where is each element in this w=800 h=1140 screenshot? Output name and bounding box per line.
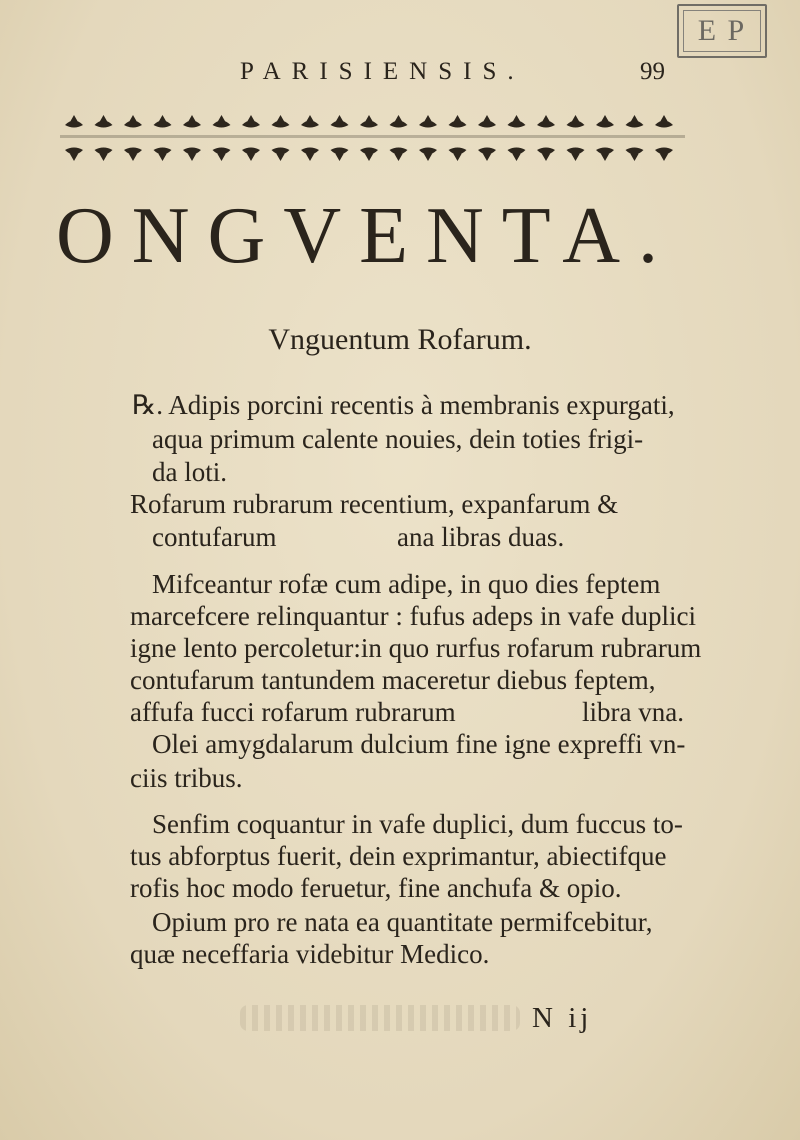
signature-mark: N ij — [532, 1002, 593, 1034]
section-title: ONGVENTA. — [56, 192, 676, 280]
text-line: Rofarum rubrarum recentium, expanfarum & — [130, 489, 619, 519]
text-line: affufa fucci rofarum rubrarum — [130, 697, 456, 727]
text-line: quæ neceffaria videbitur Medico. — [130, 939, 490, 969]
fleuron-top — [596, 115, 614, 128]
fleuron-top — [360, 115, 378, 128]
fleuron-top — [655, 115, 673, 128]
text-line: da loti. — [152, 457, 227, 487]
fleuron-bottom — [213, 148, 231, 162]
fleuron-top — [390, 115, 408, 128]
text-line: aqua primum calente nouies, dein toties frigi- — [152, 424, 644, 454]
fleuron-bottom — [655, 148, 673, 162]
fleuron-bottom — [419, 148, 437, 162]
fleuron-top — [331, 115, 349, 128]
fleuron-bottom — [390, 148, 408, 162]
recipe-heading: Vnguentum Rofarum. — [268, 323, 532, 356]
running-head: PARISIENSIS. — [240, 58, 525, 85]
fleuron-bottom — [124, 148, 142, 162]
fleuron-top — [242, 115, 260, 128]
fleuron-bottom — [95, 148, 113, 162]
text-line: ciis tribus. — [130, 763, 243, 793]
fleuron-bottom — [508, 148, 526, 162]
text-line: contufarum tantundem maceretur diebus feptem, — [130, 665, 656, 695]
library-stamp: E P — [677, 4, 767, 58]
fleuron-bottom — [242, 148, 260, 162]
ink-bleed-through — [240, 1005, 520, 1031]
fleuron-top — [213, 115, 231, 128]
fleuron-top — [508, 115, 526, 128]
fleuron-top — [301, 115, 319, 128]
fleuron-bottom — [154, 148, 172, 162]
fleuron-top — [419, 115, 437, 128]
fleuron-bottom — [272, 148, 290, 162]
fleuron-top — [478, 115, 496, 128]
fleuron-bottom — [478, 148, 496, 162]
text-line: contufarum — [152, 522, 277, 552]
fleuron-bottom — [537, 148, 555, 162]
fleuron-top — [272, 115, 290, 128]
text-line: Mifceantur rofæ cum adipe, in quo dies feptem — [152, 569, 661, 599]
fleuron-top — [567, 115, 585, 128]
fleuron-top — [95, 115, 113, 128]
text-line: Senfim coquantur in vafe duplici, dum fuccus to- — [152, 809, 683, 839]
fleuron-top — [626, 115, 644, 128]
fleuron-bottom — [567, 148, 585, 162]
fleuron-bottom — [596, 148, 614, 162]
text-line: tus abforptus fuerit, dein exprimantur, abiectifque — [130, 841, 667, 871]
fleuron-top — [449, 115, 467, 128]
page-number: 99 — [640, 58, 665, 85]
text-line: marcefcere relinquantur : fufus adeps in vafe duplici — [130, 601, 696, 631]
text-line: Opium pro re nata ea quantitate permifcebitur, — [152, 907, 653, 937]
fleuron-top — [65, 115, 83, 128]
fleuron-top — [183, 115, 201, 128]
text-line: rofis hoc modo feruetur, fine anchufa & opio. — [130, 873, 622, 903]
text-line: ana libras duas. — [397, 522, 565, 552]
fleuron-top — [154, 115, 172, 128]
fleuron-top — [537, 115, 555, 128]
text-line: libra vna. — [582, 697, 684, 727]
fleuron-bottom — [331, 148, 349, 162]
floral-ornament-band — [60, 113, 685, 163]
fleuron-bottom — [449, 148, 467, 162]
fleuron-bottom — [360, 148, 378, 162]
text-line: igne lento percoletur:in quo rurfus rofarum rubrarum — [130, 633, 702, 663]
fleuron-bottom — [626, 148, 644, 162]
text-line: ℞. Adipis porcini recentis à membranis expurgati, — [132, 390, 675, 420]
fleuron-bottom — [183, 148, 201, 162]
ornament-flowers — [60, 115, 685, 161]
text-line: Olei amygdalarum dulcium fine igne expreffi vn- — [152, 729, 686, 759]
fleuron-bottom — [301, 148, 319, 162]
fleuron-bottom — [65, 148, 83, 162]
fleuron-top — [124, 115, 142, 128]
